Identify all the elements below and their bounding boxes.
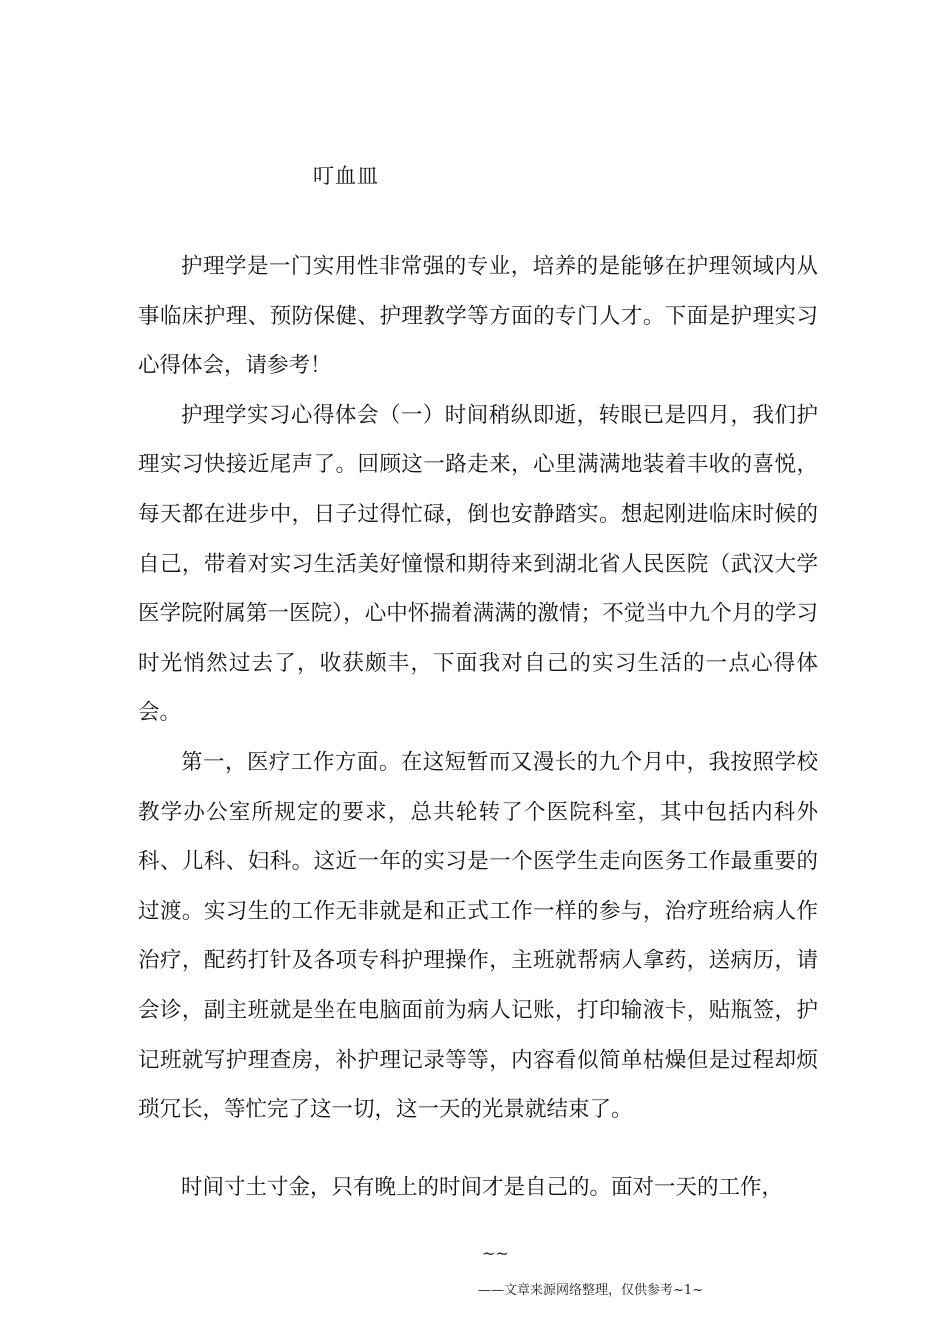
document-title: 叮血皿 [313, 164, 379, 188]
footer-mark: ~~ [482, 1244, 509, 1263]
paragraph-experience-one: 护理学实习心得体会（一）时间稍纵即逝，转眼已是四月，我们护理实习快接近尾声了。回顾这一路走来，心里满满地装着丰收的喜悦，每天都在进步中，日子过得忙碌，倒也安静踏实。想起刚进临床时候的自己，带着对实习生活美好憧憬和期待来到湖北省人民医院（武汉大学医学院附属第一医院），心中怀揣着满满的激情；不觉当中九个月的学习时光悄然过去了，收获颇丰，下面我对自己的实习生活的一点心得体会。 [138, 402, 818, 726]
paragraph-medical-work: 第一，医疗工作方面。在这短暂而又漫长的九个月中，我按照学校教学办公室所规定的要求，总共轮转了个医院科室，其中包括内科外科、儿科、妇科。这近一年的实习是一个医学生走向医务工作最重要的过渡。实习生的工作无非就是和正式工作一样的参与，治疗班给病人作治疗，配药打针及各项专科护理操作，主班就帮病人拿药，送病历，请会诊，副主班就是坐在电脑面前为病人记账，打印输液卡，贴瓶签，护记班就写护理查房，补护理记录等等，内容看似简单枯燥但是过程却烦琐冗长，等忙完了这一切，这一天的光景就结束了。 [138, 749, 818, 1123]
document-body [138, 242, 818, 1212]
intro-paragraph: 护理学是一门实用性非常强的专业，培养的是能够在护理领域内从事临床护理、预防保健、护理教学等方面的专门人才。下面是护理实习心得体会，请参考！ [138, 254, 818, 379]
paragraph-time: 时间寸土寸金，只有晚上的时间才是自己的。面对一天的工作， [181, 1174, 784, 1200]
footer-source-note: ——文章来源网络整理，仅供参考~1~ [478, 1283, 704, 1298]
